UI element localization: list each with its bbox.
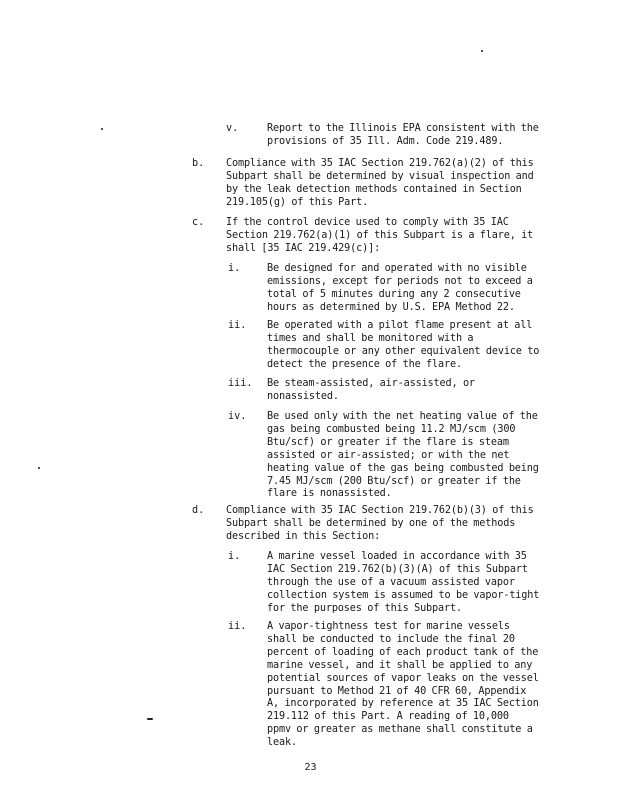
paragraph-d-i	[267, 551, 567, 616]
text-line: through the use of a vacuum assisted vapor	[267, 576, 515, 588]
text-line: gas being combusted being 11.2 MJ/scm (300	[267, 423, 516, 435]
item-marker: iv.	[228, 411, 247, 422]
text-line: A vapor-tightness test for marine vessels	[267, 621, 510, 632]
text-line: by the leak detection methods contained in Section	[226, 183, 522, 195]
text-line: Be steam-assisted, air-assisted, or	[267, 378, 475, 389]
text-line: provisions of 35 Ill. Adm. Code 219.489.	[267, 135, 504, 147]
text-line: ppmv or greater as methane shall constitute a	[267, 724, 533, 736]
paragraph-c	[226, 217, 556, 256]
paragraph-d-ii	[267, 621, 567, 750]
text-line: Be operated with a pilot flame present at all	[267, 320, 533, 331]
paragraph-d	[226, 505, 556, 544]
text-line: thermocouple or any other equivalent device to	[267, 345, 540, 357]
text-line: A marine vessel loaded in accordance with 35	[267, 551, 527, 562]
paragraph-c-i	[267, 263, 567, 315]
text-line: Be designed for and operated with no visible	[267, 263, 527, 274]
item-marker: b.	[192, 158, 205, 169]
item-marker: i.	[228, 551, 241, 562]
text-line: total of 5 minutes during any 2 consecutive	[267, 288, 521, 300]
scan-speck	[147, 718, 153, 720]
text-line: for the purposes of this Subpart.	[267, 602, 462, 614]
text-line: shall be conducted to include the final 20	[267, 633, 515, 645]
text-line: Report to the Illinois EPA consistent with the	[267, 123, 539, 134]
text-line: leak.	[267, 737, 297, 749]
text-line: emissions, except for periods not to exceed a	[267, 275, 533, 287]
text-line: If the control device used to comply with 35 IAC	[226, 217, 509, 228]
paragraph-v	[267, 123, 567, 149]
text-line: Compliance with 35 IAC Section 219.762(a)(2) of this	[226, 158, 534, 169]
text-line: assisted or air-assisted; or with the net	[267, 449, 510, 461]
text-line: pursuant to Method 21 of 40 CFR 60, Appendix	[267, 685, 527, 697]
text-line: IAC Section 219.762(b)(3)(A) of this Subpart	[267, 563, 528, 575]
text-line: Compliance with 35 IAC Section 219.762(b)(3) of this	[226, 505, 534, 516]
text-line: times and shall be monitored with a	[267, 332, 474, 344]
text-line: 7.45 MJ/scm (200 Btu/scf) or greater if the	[267, 475, 521, 487]
paragraph-b	[226, 158, 556, 210]
item-marker: i.	[228, 263, 241, 274]
text-line: nonassisted.	[267, 390, 339, 402]
text-line: 219.105(g) of this Part.	[226, 196, 369, 208]
text-line: detect the presence of the flare.	[267, 358, 462, 370]
text-line: percent of loading of each product tank of the	[267, 646, 539, 658]
paragraph-c-ii	[267, 320, 567, 372]
paragraph-c-iv	[267, 411, 567, 501]
paragraph-c-iii	[267, 378, 567, 404]
text-line: A, incorporated by reference at 35 IAC Section	[267, 698, 539, 710]
item-marker: iii.	[228, 378, 253, 389]
text-line: described in this Section:	[226, 530, 381, 542]
text-line: Be used only with the net heating value of the	[267, 411, 538, 422]
item-marker: v.	[226, 123, 239, 134]
text-line: heating value of the gas being combusted being	[267, 462, 539, 474]
item-marker: c.	[192, 217, 205, 228]
text-line: 219.112 of this Part. A reading of 10,000	[267, 711, 509, 723]
page-number: 23	[304, 762, 317, 773]
scan-speck	[38, 467, 40, 469]
item-marker: ii.	[228, 621, 247, 632]
text-line: Subpart shall be determined by one of the methods	[226, 517, 516, 529]
item-marker: d.	[192, 505, 205, 516]
text-line: Section 219.762(a)(1) of this Subpart is a flare, it	[226, 229, 534, 241]
text-line: shall [35 IAC 219.429(c)]:	[226, 242, 381, 254]
text-line: hours as determined by U.S. EPA Method 22.	[267, 301, 515, 313]
text-line: marine vessel, and it shall be applied to any	[267, 659, 533, 671]
text-line: collection system is assumed to be vapor-tight	[267, 589, 540, 601]
text-line: Btu/scf) or greater if the flare is steam	[267, 436, 509, 448]
text-line: flare is nonassisted.	[267, 488, 392, 500]
item-marker: ii.	[228, 320, 247, 331]
scan-speck	[481, 50, 483, 52]
text-line: Subpart shall be determined by visual inspection and	[226, 170, 534, 182]
text-line: potential sources of vapor leaks on the vessel	[267, 672, 539, 684]
scan-speck	[101, 128, 103, 130]
